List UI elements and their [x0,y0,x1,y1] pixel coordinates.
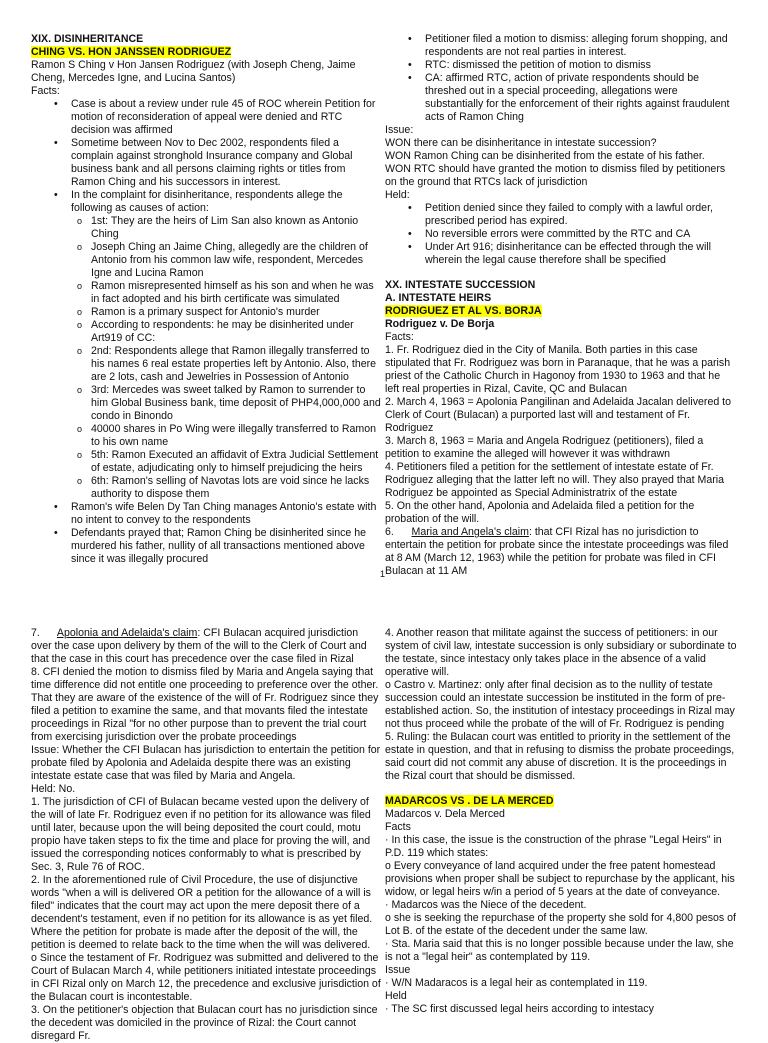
paragraph: · The SC first discussed legal heirs according to intestacy [385,1003,654,1015]
paragraph [31,627,381,666]
list-item: • Sometime between Nov to Dec 2002, respondents filed a complain against stronghold Insurance company and Global business bank and all persons claiming rights or titles from Ramon Ching and his successors in interest. [31,137,381,189]
paragraph: o Since the testament of Fr. Rodriguez was submitted and delivered to the Court of Bulacan March 4, while petitioners initiated intestate proceedings in CFI Rizal only on March 12, the precedence and exclusive jurisdiction of the Bulacan court is incontestable. [31,952,381,1003]
paragraph: 3. On the petitioner's objection that Bulacan court has no jurisdiction since the decedent was domiciled in the province of Rizal: the Court cannot disregard Fr. [31,1004,378,1042]
paragraph: · Madarcos was the Niece of the decedent. [385,899,587,911]
list-item: • Ramon's wife Belen Dy Tan Ching manages Antonio's estate with no intent to convey to the respondents [31,501,381,527]
page-gap [0,592,768,622]
paragraph-text: : CFI Bulacan acquired jurisdiction over the case upon delivery by them of the will to the Clerk of Court and that the case in this court has precedence over the case filed in Rizal [31,627,367,665]
list-item: • Defendants prayed that; Ramon Ching be disinherited since he murdered his father, nullity of all transactions mentioned above since it was illegally procured [31,527,381,566]
list-item: • CA: affirmed RTC, action of private respondents should be threshed out in a special proceeding, allegations were substantially for the enforcement of their rights against fraudulent acts of Ramon Ching [385,72,737,124]
paragraph: o Castro v. Martinez: only after final decision as to the nullity of testate succession could an intestate succession be instituted in the form of pre-established action. So, the institution of intestacy proceedings in Rizal may not thus proceed while the probate of the will of Fr. Rodriguez is pending [385,679,735,730]
paragraph: 2. March 4, 1963 = Apolonia Pangilinan and Adelaida Jacalan delivered to Clerk of Court (Bulacan) a purported last will and testament of Fr. Rodriguez [385,396,732,434]
paragraph [385,526,737,578]
list-item: • Petition denied since they failed to comply with a lawful order, prescribed period has expired. [385,202,737,228]
document-page-2 [0,622,768,1042]
paragraph: 5. Ruling: the Bulacan court was entitled to priority in the settlement of the estate in question, and that in refusing to dismiss the probate proceedings, said court did not commit any abuse of discretion. It is the proceedings in the Rizal court that should be dismissed. [385,731,735,782]
case-title: CHING VS. HON JANSSEN RODRIGUEZ [31,46,232,58]
paragraph: o she is seeking the repurchase of the property she sold for 4,800 pesos of Lot B. of the estate of the decedent under the same law. [385,912,736,937]
issue-line: WON RTC should have granted the motion to dismiss filed by petitioners on the ground that RTCs lack of jurisdiction [385,163,726,188]
paragraph: o Every conveyance of land acquired under the free patent homestead provisions when proper shall be subject to repurchase by the applicant, his widow, or legal heirs w/in a period of 5 years at the date of conveyance. [385,860,735,898]
underlined-claim: Maria and Angela's claim [411,526,529,538]
paragraph-text: : that CFI Rizal has no jurisdiction to entertain the petition for probate since the intestate proceedings was filed at 8 AM (March 12, 1963) while the petition for probate was filed in CFI Bulacan at 11 AM [385,526,729,577]
sub-list-item: o Ramon is a primary suspect for Antonio's murder [31,306,381,319]
issue-label: Issue [385,964,411,976]
list-item: • Case is about a review under rule 45 of ROC wherein Petition for motion of reconsideration of appeal were denied and RTC decision was affirmed [31,98,381,137]
paragraph: 8. CFI denied the motion to dismiss filed by Maria and Angela saying that time difference did not entitle one proceeding to preference over the other. That they are aware of the existence of the will of Fr. Rodriguez since they filed a petition to examine the same, and that movants filed the intestate proceedings in Rizal "for no other purpose than to prevent the trial court from exercising jurisdiction over the probate proceedings [31,666,379,743]
paragraph: · W/N Madaracos is a legal heir as contemplated in 119. [385,977,648,989]
subsection-title: A. INTESTATE HEIRS [385,292,492,304]
sub-list-item: o According to respondents: he may be disinherited under Art919 of CC: [31,319,381,345]
held-label: Held: [385,189,410,201]
sub-list-item: o 40000 shares in Po Wing were illegally transferred to Ramon to his own name [31,423,381,449]
sub-list-item: o 6th: Ramon's selling of Navotas lots are void since he lacks authority to dispose them [31,475,381,501]
paragraph: 5. On the other hand, Apolonia and Adelaida filed a petition for the probation of the will. [385,500,695,525]
list-item: • In the complaint for disinheritance, respondents allege the following as causes of action: [31,189,381,215]
section-title: XX. INTESTATE SUCCESSION [385,279,536,291]
sub-list-item: o 3rd: Mercedes was sweet talked by Ramon to surrender to him Global Business bank, time deposit of PHP4,000,000 and condo in Binondo [31,384,381,423]
section-title: XIX. DISINHERITANCE [31,33,144,45]
page-number: 1 [380,569,386,579]
paragraph: 1. The jurisdiction of CFI of Bulacan became vested upon the delivery of the will of late Fr. Rodriguez even if no petition for its allowance was filed until later, because upon the will being deposited the court could, motu propio have taken steps to fix the time and place for proving the will, and issued the corresponding notices conformably to what is prescribed by Sec. 3, Rule 76 of ROC. [31,796,371,873]
paragraph-number: 7. [31,627,57,639]
facts-label: Facts: [385,331,414,343]
issue-line: Issue: Whether the CFI Bulacan has jurisdiction to entertain the petition for probate filed by Apolonia and Adelaida despite there was an existing intestate estate case that was filed by Maria and Angela. [31,744,381,782]
paragraph: 4. Petitioners filed a petition for the settlement of intestate estate of Fr. Rodriguez alleging that the latter left no will. They also prayed that Maria Rodriguez be appointed as Special Administratrix of the estate [385,461,724,499]
held-label: Held: No. [31,783,76,795]
underlined-claim: Apolonia and Adelaida's claim [56,627,198,639]
list-item: • No reversible errors were committed by the RTC and CA [385,228,737,241]
held-label: Held [385,990,407,1002]
paragraph: · In this case, the issue is the construction of the phrase "Legal Heirs" in P.D. 119 which states: [385,834,722,859]
paragraph: · Sta. Maria said that this is no longer possible because under the law, she is not a "legal heir" as contemplated by 119. [385,938,734,963]
paragraph: 3. March 8, 1963 = Maria and Angela Rodriguez (petitioners), filed a petition to examine the alleged will however it was withdrawn [385,435,704,460]
sub-list-item: o 2nd: Respondents allege that Ramon illegally transferred to his names 6 real estate properties left by Antonio. Also, there are 2 lots, cash and Jewelries in Possession of Antonio [31,345,381,384]
sub-list-item: o Joseph Ching an Jaime Ching, allegedly are the children of Antonio from his common law wife, respondent, Mercedes Igne and Lucina Ramon [31,241,381,280]
case-subtitle: Rodriguez v. De Borja [385,318,495,330]
case-title: MADARCOS VS . DE LA MERCED [385,795,554,807]
paragraph: 2. In the aforementioned rule of Civil Procedure, the use of disjunctive words "when a will is delivered OR a petition for the allowance of a will is filed" indicates that the court may act upon the mere deposit there of a decendent's testament, even if no petition for its allowance is as yet filed. Where the petition for probate is made after the deposit of the will, the petition is deemed to relate back to the time when the will was delivered. [31,874,373,951]
list-item: • Under Art 916; disinheritance can be effected through the will wherein the legal cause therefore shall be specified [385,241,737,267]
paragraph-number: 6. [385,526,412,538]
sub-list-item: o 1st: They are the heirs of Lim San also known as Antonio Ching [31,215,381,241]
facts-label: Facts [385,821,411,833]
sub-list-item: o 5th: Ramon Executed an affidavit of Extra Judicial Settlement of estate, adjudicating only to himself prejudicing the heirs [31,449,381,475]
issue-line: WON there can be disinheritance in intestate succession? [385,137,657,149]
list-item: • Petitioner filed a motion to dismiss: alleging forum shopping, and respondents are not real parties in interest. [385,33,737,59]
page1-left-column [31,33,381,566]
paragraph: 1. Fr. Rodriguez died in the City of Manila. Both parties in this case stipulated that Fr. Rodriguez was born in Paranaque, that he was a parish priest of the Catholic Church in Hagonoy from 1930 to 1963 and that he left real properties in Rizal, Cavite, QC and Bulacan [385,344,731,395]
page1-right-column [385,33,737,578]
sub-list-item: o Ramon misrepresented himself as his son and when he was in fact adopted and his birth certificate was simulated [31,280,381,306]
paragraph: 4. Another reason that militate against the success of petitioners: in our system of civil law, intestate succession is only subsidiary or subordinate to the testate, since intestacy only takes place in the absence of a valid operative will. [385,627,737,678]
page2-left-column [31,627,381,1043]
case-full-name: Ramon S Ching v Hon Jansen Rodriguez (with Joseph Cheng, Jaime Cheng, Mercedes Igne, and Lucina Santos) [31,59,356,84]
facts-label: Facts: [31,85,60,97]
case-title: RODRIGUEZ ET AL VS. BORJA [385,305,542,317]
issue-line: WON Ramon Ching can be disinherited from the estate of his father. [385,150,705,162]
page2-right-column [385,627,737,1016]
list-item: • RTC: dismissed the petition of motion to dismiss [385,59,737,72]
issue-label: Issue: [385,124,414,136]
case-subtitle: Madarcos v. Dela Merced [385,808,505,820]
